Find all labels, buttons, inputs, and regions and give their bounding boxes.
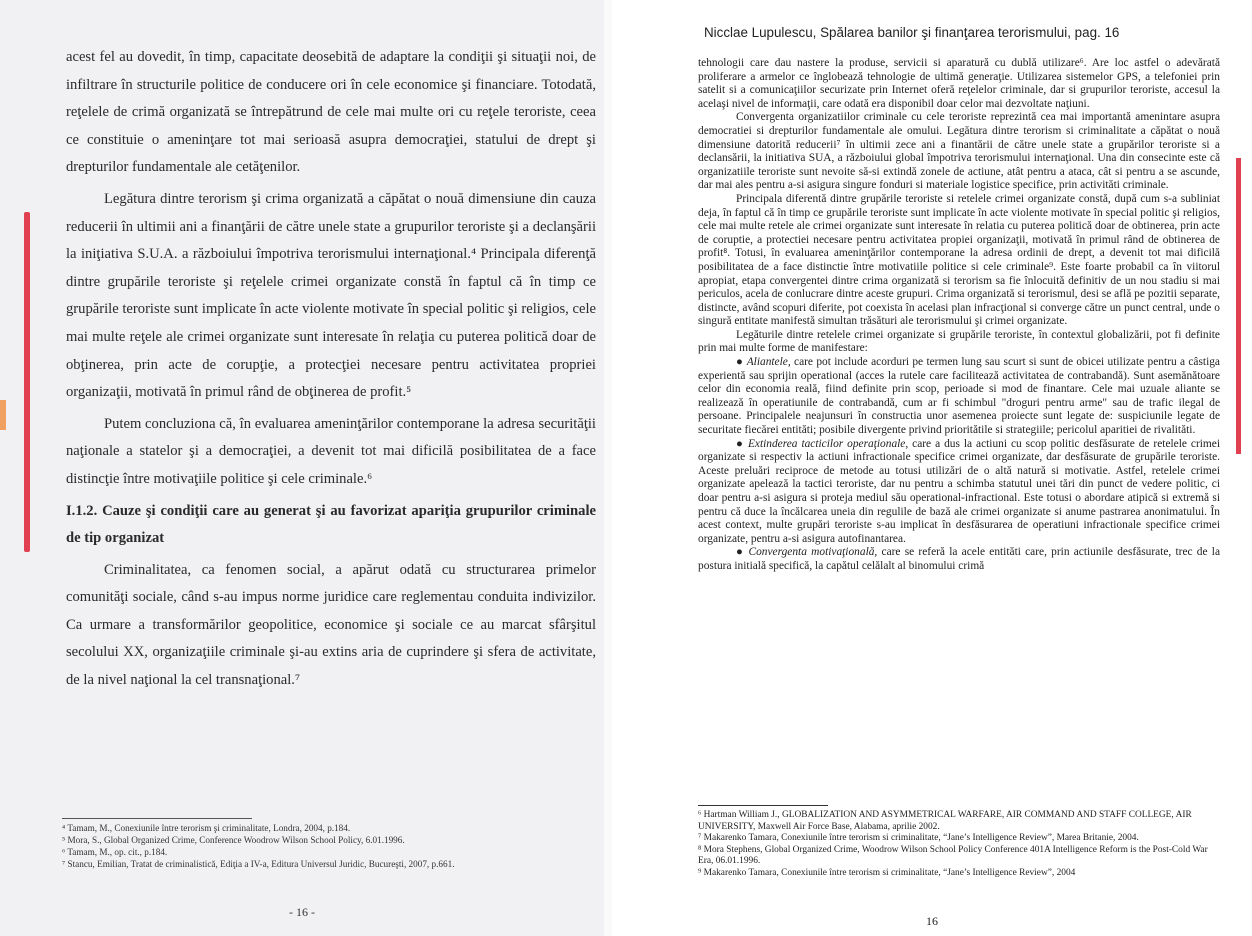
- bullet-lead: Aliantele,: [746, 356, 791, 369]
- left-highlight-bar: [24, 212, 30, 552]
- bullet-icon: ●: [736, 356, 747, 369]
- left-paragraph-3: Putem concluziona că, în evaluarea ameninţărilor contemporane la adresa securităţii naţionale a statelor şi a democraţiei, a devenit tot mai dificilă posibilitatea de a face distincţie între motivaţiile politice şi cele criminale.⁶: [66, 415, 596, 487]
- left-paragraph-2: Legătura dintre terorism şi crima organizată a căpătat o nouă dimensiune din cauza reducerii în ultimii ani a finanţării de către unele state a grupurilor teroriste şi a declanşării la iniţiativa S.U.A. a războiului împotriva terorismului internaţional.⁴ Principala diferenţă dintre grupările teroriste şi reţelele crimei organizate constă în faptul că în timp ce grupările teroriste sunt implicate în acte violente motivate în special politic şi religios, cele mai multe reţele ale crimei organizate sunt interesate în relaţia cu puterea politică doar de obţinerea, prin acte de corupţie, a protecţiei necesare pentru activitatea propriei organizaţii, motivată în primul rând de obţinerea de profit.⁵: [66, 190, 596, 401]
- page-gap: [604, 0, 612, 936]
- bullet-icon: ●: [736, 437, 748, 450]
- bullet-lead: Extinderea tacticilor operaţionale: [747, 437, 906, 450]
- right-paragraph-1: tehnologii care dau nastere la produse, servicii si aparatură cu dublă utilizare⁶. Are loc astfel o adevărată proliferare a armelor ce înglobează tehnologie de ultimă generaţie. Utilizarea sistemelor GPS, a telefoniei prin satelit si a comunicaţiilor securizate prin Internet oferă reţelelor criminale, dar si grupurilor teroriste, accesul la acelaşi nivel de informaţii, care odată era disponibil doar celor mai dezvoltate naţiuni.: [698, 57, 1220, 110]
- left-body-text: [66, 44, 596, 699]
- right-footnote-6: ⁶ Hartman William J., GLOBALIZATION AND ASYMMETRICAL WARFARE, AIR COMMAND AND STAFF COLLEGE, AIR UNIVERSITY, Maxwell Air Force Base, Alabama, aprilie 2002.: [698, 810, 1192, 832]
- left-page-number: - 16 -: [289, 905, 315, 919]
- right-paragraph-5: ● Aliantele, care pot include acorduri pe termen lung sau scurt si sunt de obicei utilizate pentru a câstiga experientă sau sprijin operational (acces la rutele care facilitează activitatea de contrabandă). Sunt asemănătoare celor din economia reală, fiind definite prin scop, perioade si mod de finantare. Cele mai uzuale aliante se realizează în operatiunile de contrabandă, cum ar fi schimbul "droguri pentru arme" sau de trafic ilegal de persoane. Principalele neajunsuri în constructia unor asemenea proiecte sunt legate de: suspiciunile legate de securitate fiecărei entităti; posibile divergente privind prioritătile si strategiile; pericolul aparitiei de rivalităti.: [698, 356, 1220, 437]
- right-highlight-bar: [1236, 158, 1241, 454]
- right-paragraph-2: Convergenta organizatiilor criminale cu cele teroriste reprezintă cea mai importantă amenintare asupra democratiei si drepturilor fundamentale ale omului. Legătura dintre terorism si criminalitate a căpătat o nouă dimensiune datorită reducerii⁷ în ultimii zece ani a finantării de către unele state a grupărilor teroriste si a declansării, la initiativa SUA, a războiului global împotriva terorismului internaţional. Una din consecinte este că organizatiile teroriste sunt nevoite să-si extindă zonele de actiune, atât pentru a ataca, cât si pentru a se ascunde, dar mai ales pentru a-si asigura singure fonduri si materiale logistice specifice, prin activităti criminale.: [698, 111, 1220, 192]
- bullet-lead: Convergenta motivaţională,: [748, 546, 878, 559]
- left-footnotes: [62, 822, 582, 870]
- right-paragraph-4: Legăturile dintre retelele crimei organizate si grupările teroriste, în contextul globalizării, pot fi definite prin mai multe forme de manifestare:: [698, 328, 1220, 355]
- right-paragraph-7: ● Convergenta motivaţională, care se referă la acele entităti care, prin actiunile desfăsurate, trec de la postura initială specifică, la capătul celălalt al binomului crimă: [698, 546, 1221, 572]
- left-page: [0, 0, 604, 936]
- bullet-icon: ●: [736, 546, 749, 559]
- right-footnote-rule: [698, 805, 828, 806]
- right-footnotes: [698, 810, 1220, 880]
- left-footnote-6: ⁶ Tamam, M., op. cit., p.184.: [62, 847, 168, 857]
- left-footnote-7: ⁷ Stancu, Emilian, Tratat de criminalistică, Ediţia a IV-a, Editura Universul Juridic, Bucureşti, 2007, p.661.: [62, 859, 455, 869]
- right-paragraph-3: Principala diferentă dintre grupările teroriste si retelele crimei organizate constă, după cum s-a subliniat deja, în faptul că în timp ce grupările teroriste sunt implicate în acte violente motivate în special politic şi religios, cele mai multe retele ale crimei organizate sunt interesate în relatia cu puterea politică doar de obtinerea, prin acte de coruptie, a protectiei necesare pentru activitatea propiei organizaţii, motivată în primul rând de obtinerea de profit⁸. Totusi, în evaluarea ameninţărilor contemporane la adresa ordinii de drept, a devenit tot mai dificilă posibilitatea de a face distinctie între motivatiile politice si cele criminale⁹. Este foarte probabil ca în viitorul apropiat, etapa convergentei dintre crima organizată si terorism sa fie înlocuită definitiv de un nou stadiu si mai periculos, acela de conlucrare dintre aceste grupuri. Crima organizată si terorismul, desi se află pe pozitii separate, distincte, având scopuri diferite, pot coexista în acelasi plan infracţional si converge către un punct central, unde o singură entitate manifestă simultan trăsături ale terorismului şi crimei organizate.: [698, 192, 1220, 328]
- left-paragraph-4: Criminalitatea, ca fenomen social, a apărut odată cu structurarea primelor comunităţi sociale, când s-au impus norme juridice care reglementau conduita indivizilor. Ca urmare a transformărilor geopolitice, economice şi sociale ce au marcat sfârşitul secolului XX, organizaţiile criminale şi-au extins aria de cuprindere şi sfera de activitate, de la nivel naţional la cel transnaţional.⁷: [66, 561, 596, 689]
- right-footnote-8: ⁸ Mora Stephens, Global Organized Crime, Woodrow Wilson School Policy Conference 401A Intelligence Reform is the Post-Cold War Era, 06.01.1996.: [698, 844, 1208, 867]
- right-footnote-7: ⁷ Makarenko Tamara, Conexiunile între terorism si criminalitate, “Jane’s Intelligence Review”, Marea Britanie, 2004.: [698, 833, 1139, 844]
- right-footnote-9: ⁹ Makarenko Tamara, Conexiunile între terorism si criminalitate, “Jane’s Intelligence Review”, 2004: [698, 867, 1076, 878]
- left-edge-tab: [0, 400, 6, 430]
- right-body-text: [698, 57, 1220, 574]
- left-footnote-rule: [62, 818, 252, 819]
- right-page-number: 16: [926, 914, 938, 928]
- left-footnote-4: ⁴ Tamam, M., Conexiunile între terorism şi criminalitate, Londra, 2004, p.184.: [62, 823, 351, 833]
- left-paragraph-1: acest fel au dovedit, în timp, capacitate deosebită de adaptare la condiţii şi situaţii noi, de infiltrare în structurile politice de conducere ori în cele economice şi financiare. Totodată, reţelele de crimă organizată se întrepătrund de cele mai multe ori cu reţele teroriste, ceea ce constituie o ameninţare tot mai serioasă asupra democraţiei, statului de drept şi drepturilor fundamentale ale cetăţenilor.: [66, 49, 596, 176]
- right-page-header: Nicclae Lupulescu, Spălarea banilor şi finanţarea terorismului, pag. 16: [704, 25, 1120, 40]
- left-footnote-5: ⁵ Mora, S., Global Organized Crime, Conference Woodrow Wilson School Policy, 6.01.1996.: [62, 835, 405, 845]
- right-paragraph-6: ● Extinderea tacticilor operaţionale, care a dus la actiuni cu scop politic desfăsurate de retelele crimei organizate si respectiv la actiuni infractionale specifice crimei organizate, dar desfăsurate de grupările teroriste. Aceste preluări reciproce de metode au totusi utilizări de o altă natură si motivatie. Astfel, retelele crimei organizate apelează la tactici teroriste, dar nu pentru a schimba statutul unei tări din punct de vedere politic, ci doar pentru a-si asigura si proteja mediul său operational-infractional. Este totusi o abordare atipică si extremă si pentru că duce la încălcarea uneia din regulile de bază ale crimei organizate si anume pastrarea anonimatului. În acest context, multe grupări teroriste s-au implicat în desfăsurarea de operatiuni infractionale specifice crimei organizate, pentru a-si asigura autofinantarea.: [698, 437, 1220, 545]
- left-section-heading: I.1.2. Cauze şi condiţii care au generat şi au favorizat apariţia grupurilor criminale de tip organizat: [66, 502, 596, 547]
